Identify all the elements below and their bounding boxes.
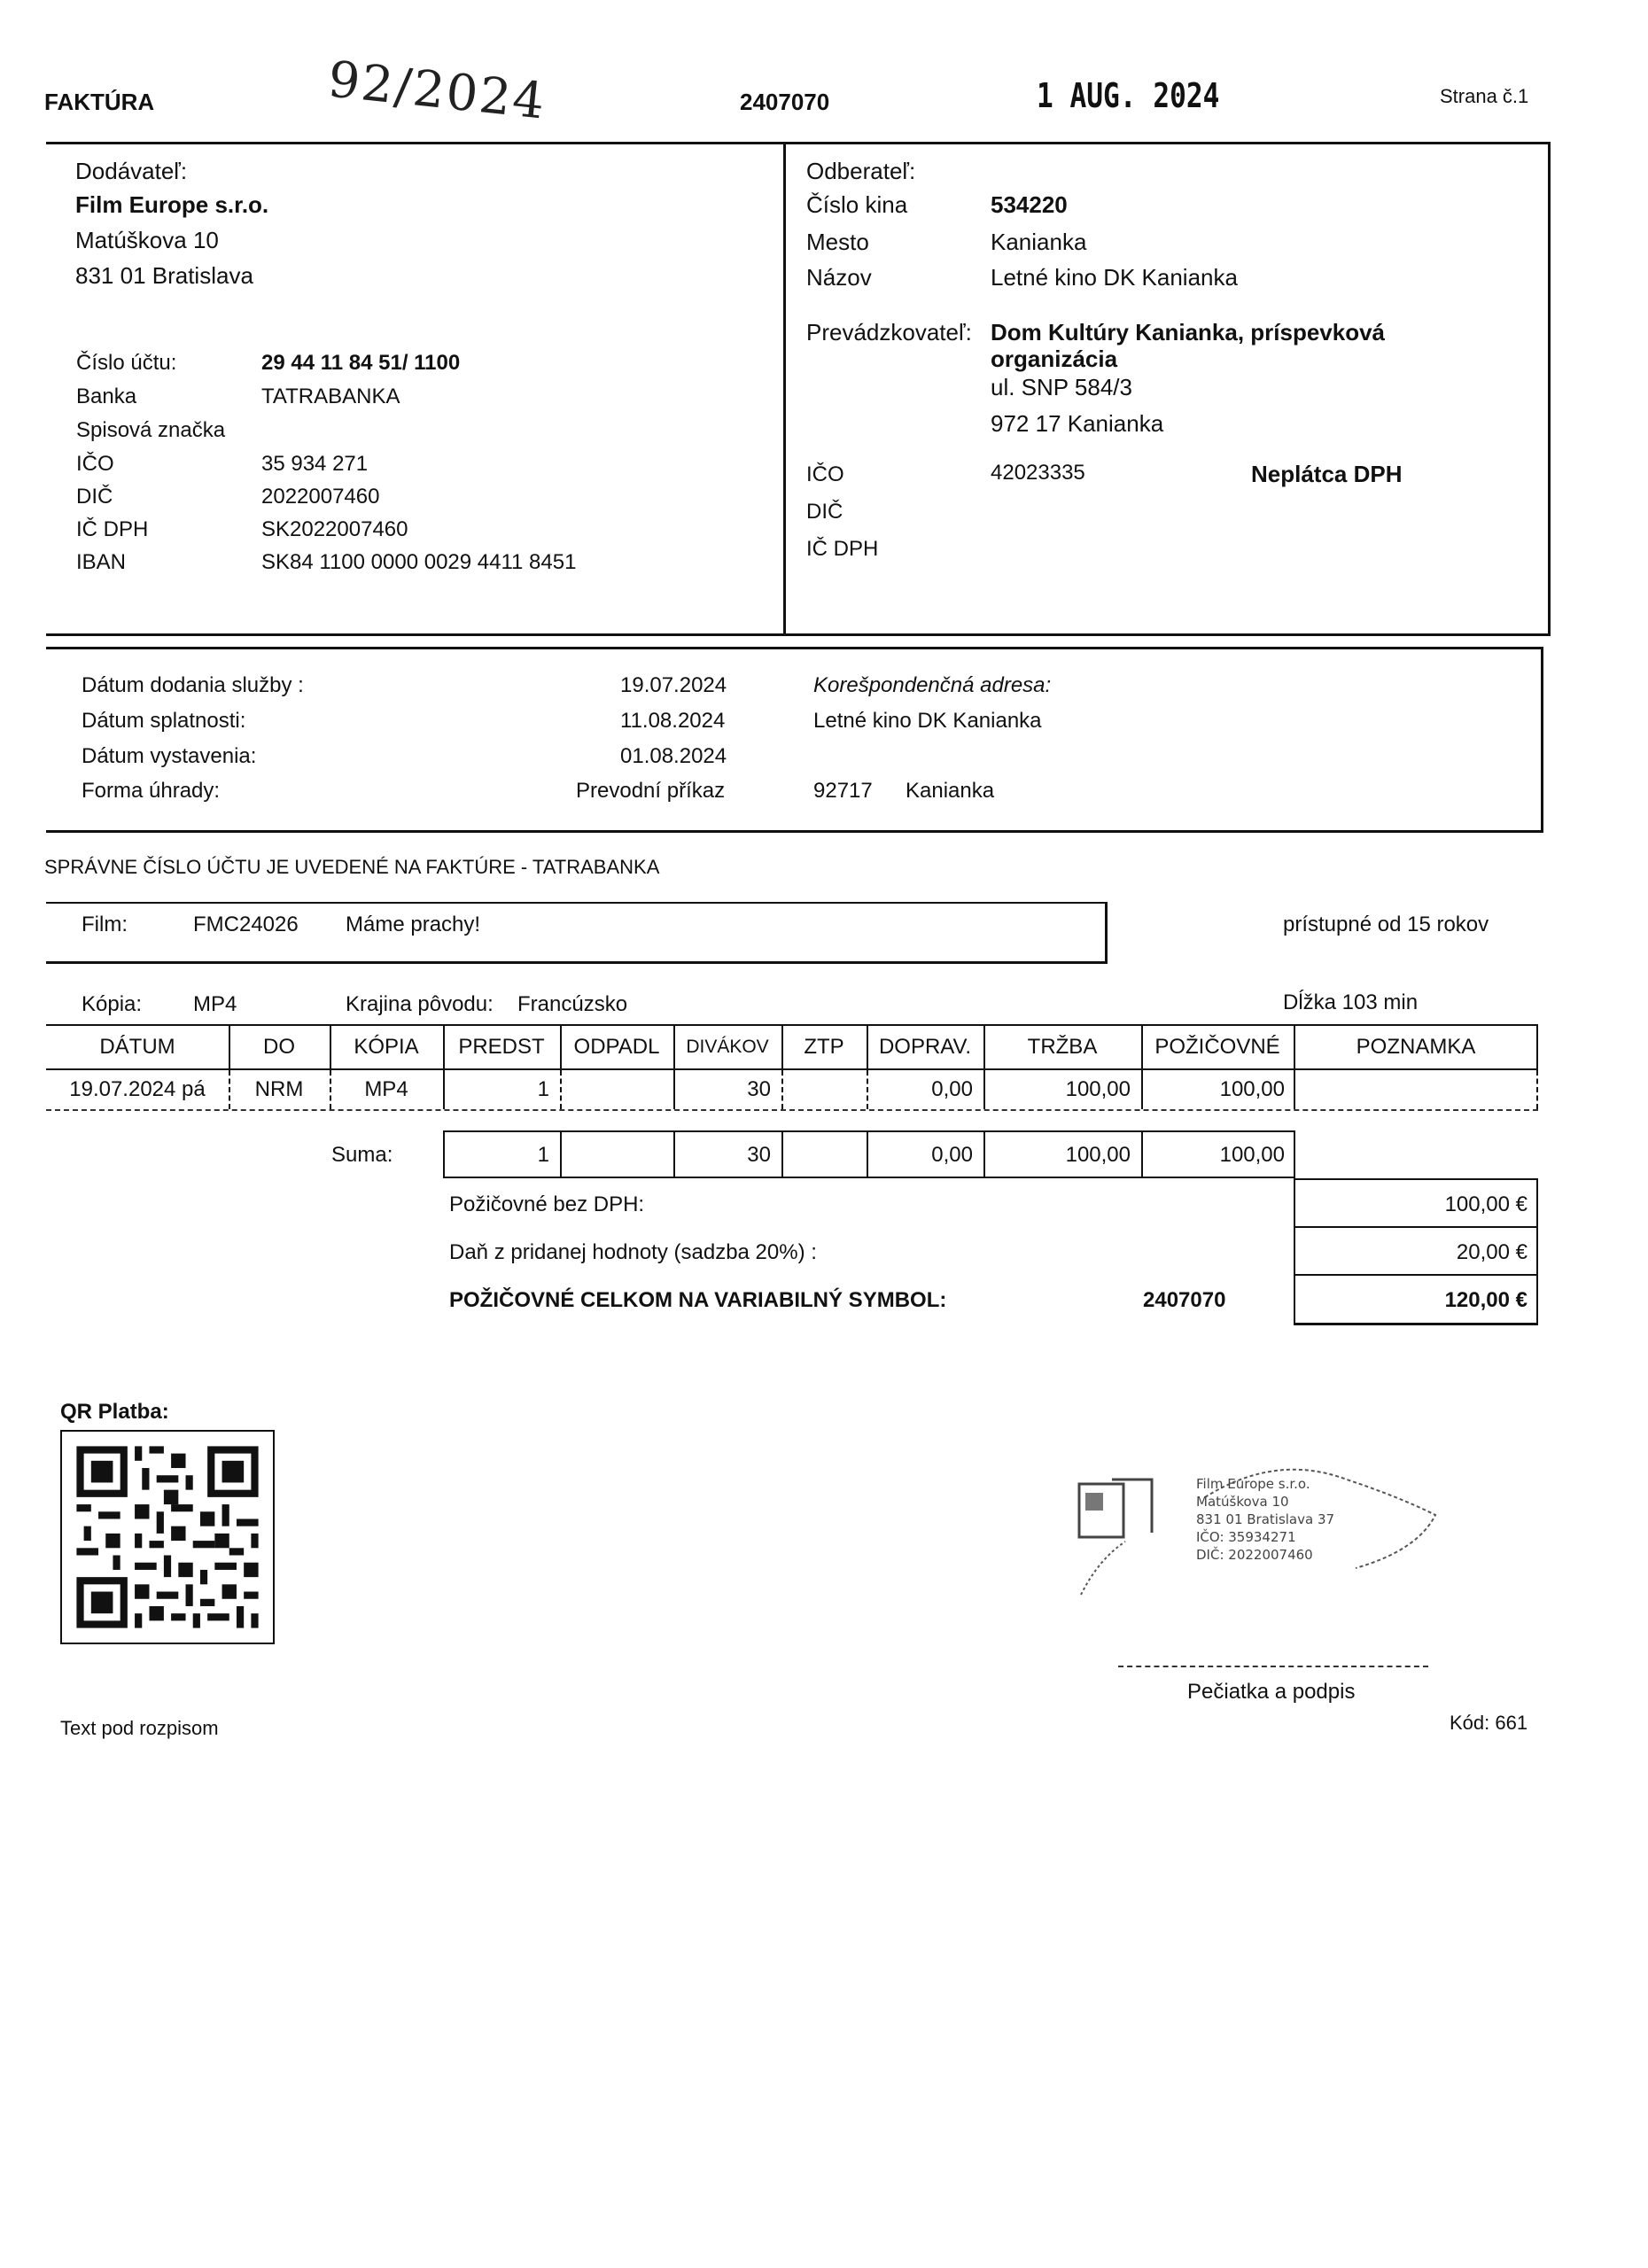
delivery-date: 19.07.2024 [620,673,727,697]
row-copy: MP4 [364,1077,408,1101]
parties-divider [783,142,786,636]
copy-format: MP4 [193,992,237,1016]
film-length: Dĺžka 103 min [1283,990,1419,1014]
row-separator [46,1109,1538,1111]
supplier-name: Film Europe s.r.o. [75,191,269,218]
sum-transport: 0,00 [931,1143,973,1167]
qr-code-icon [62,1432,273,1643]
account-notice: SPRÁVNE ČÍSLO ÚČTU JE UVEDENÉ NA FAKTÚRE - TATRABANKA [44,856,660,878]
bank-value: TATRABANKA [261,384,400,408]
document-title: FAKTÚRA [44,89,155,115]
stamp-line-3: 831 01 Bratislava 37 [1196,1511,1335,1527]
invoice-number: 2407070 [740,89,830,115]
due-date-label: Dátum splatnosti: [82,709,246,733]
copy-label: Kópia: [82,992,143,1016]
qr-frame [60,1430,275,1644]
vat-label: Daň z pridanej hodnoty (sadzba 20%) : [449,1240,817,1264]
issue-date-label: Dátum vystavenia: [82,744,257,768]
company-stamp [1063,1444,1444,1621]
stamp-signature-label: Pečiatka a podpis [1187,1680,1356,1704]
correspondence-label: Korešpondenčná adresa: [813,673,1052,697]
vat-status: Neplátca DPH [1251,461,1403,487]
header-date: DÁTUM [99,1035,175,1059]
variable-symbol: 2407070 [1143,1288,1226,1312]
account-value: 29 44 11 84 51/ 1100 [261,351,461,375]
supplier-street: Matúškova 10 [75,227,219,253]
handwritten-reference: 92/2024 [325,50,549,131]
due-date: 11.08.2024 [620,709,726,733]
row-revenue: 100,00 [1065,1077,1131,1101]
film-code: FMC24026 [193,913,299,936]
vat-amount: 20,00 € [1456,1240,1528,1264]
header-do: DO [263,1035,295,1059]
header-transport: DOPRAV. [878,1035,972,1059]
issue-date: 01.08.2024 [620,744,727,768]
signature-line [1118,1666,1428,1667]
document-code: Kód: 661 [1450,1712,1528,1734]
header-revenue: TRŽBA [1027,1035,1098,1059]
date-stamp: 1 AUG. 2024 [1037,76,1220,115]
row-viewers: 30 [747,1077,771,1101]
supplier-ico-label: IČO [76,452,114,476]
row-screenings: 1 [537,1077,549,1101]
country-label: Krajina pôvodu: [346,992,494,1016]
age-rating: prístupné od 15 rokov [1283,913,1489,936]
stamp-graphic-icon [1063,1444,1444,1621]
supplier-icdph-value: SK2022007460 [261,517,408,541]
film-label: Film: [82,913,128,936]
cinema-number-label: Číslo kina [806,191,908,218]
sum-viewers: 30 [747,1143,771,1167]
customer-name-label: Názov [806,264,872,291]
supplier-icdph-label: IČ DPH [76,517,149,541]
net-label: Požičovné bez DPH: [449,1192,645,1216]
stamp-line-4: IČO: 35934271 [1196,1529,1296,1545]
customer-city-label: Mesto [806,229,869,255]
customer-dic-label: DIČ [806,500,843,524]
cinema-number: 534220 [991,191,1068,218]
correspondence-city: Kanianka [906,779,995,803]
registry-label: Spisová značka [76,418,226,442]
stamp-line-5: DIČ: 2022007460 [1196,1547,1313,1563]
country-of-origin: Francúzsko [517,992,628,1016]
delivery-date-label: Dátum dodania služby : [82,673,304,697]
stamp-line-2: Matúškova 10 [1196,1494,1289,1510]
operator-city: 972 17 Kanianka [991,410,1164,437]
supplier-city: 831 01 Bratislava [75,262,253,289]
operator-name: Dom Kultúry Kanianka, príspevková [991,319,1386,346]
supplier-label: Dodávateľ: [75,158,188,184]
customer-label: Odberateľ: [806,158,916,184]
row-do: NRM [254,1077,304,1101]
film-title: Máme prachy! [346,913,481,936]
iban-label: IBAN [76,550,127,574]
stamp-line-1: Film Europe s.r.o. [1196,1476,1310,1492]
row-rental: 100,00 [1219,1077,1285,1101]
text-below-breakdown: Text pod rozpisom [60,1717,219,1739]
sum-revenue: 100,00 [1065,1143,1131,1167]
payment-method-label: Forma úhrady: [82,779,221,803]
supplier-dic-label: DIČ [76,485,113,509]
customer-ico: 42023335 [991,461,1085,485]
sum-label: Suma: [331,1143,393,1167]
header-copy: KÓPIA [354,1035,419,1059]
sum-rental: 100,00 [1219,1143,1285,1167]
row-date: 19.07.2024 pá [69,1077,206,1101]
header-ztp: ZTP [804,1035,844,1059]
header-rental: POŽIČOVNÉ [1154,1035,1280,1059]
customer-icdph-label: IČ DPH [806,537,879,561]
qr-label: QR Platba: [60,1400,169,1424]
customer-city: Kanianka [991,229,1087,255]
supplier-dic-value: 2022007460 [261,485,380,509]
customer-name: Letné kino DK Kanianka [991,264,1238,291]
sum-screenings: 1 [537,1143,549,1167]
header-screenings: PREDST [458,1035,545,1059]
header-cancelled: ODPADL [573,1035,660,1059]
total-amount: 120,00 € [1444,1288,1528,1312]
iban-value: SK84 1100 0000 0029 4411 8451 [261,550,577,574]
supplier-ico-value: 35 934 271 [261,452,369,476]
correspondence-zip: 92717 [813,779,873,803]
bank-label: Banka [76,384,137,408]
header-viewers: DIVÁKOV [686,1037,769,1057]
total-label: POŽIČOVNÉ CELKOM NA VARIABILNÝ SYMBOL: [449,1288,947,1312]
account-label: Číslo účtu: [76,351,177,375]
customer-ico-label: IČO [806,462,844,486]
net-amount: 100,00 € [1444,1192,1528,1216]
operator-label: Prevádzkovateľ: [806,319,972,346]
operator-name-2: organizácia [991,346,1118,372]
row-transport: 0,00 [931,1077,973,1101]
correspondence-name: Letné kino DK Kanianka [813,709,1042,733]
operator-street: ul. SNP 584/3 [991,374,1132,400]
header-note: POZNAMKA [1356,1035,1476,1059]
payment-method: Prevodní příkaz [576,779,726,803]
page-number: Strana č.1 [1440,85,1529,107]
